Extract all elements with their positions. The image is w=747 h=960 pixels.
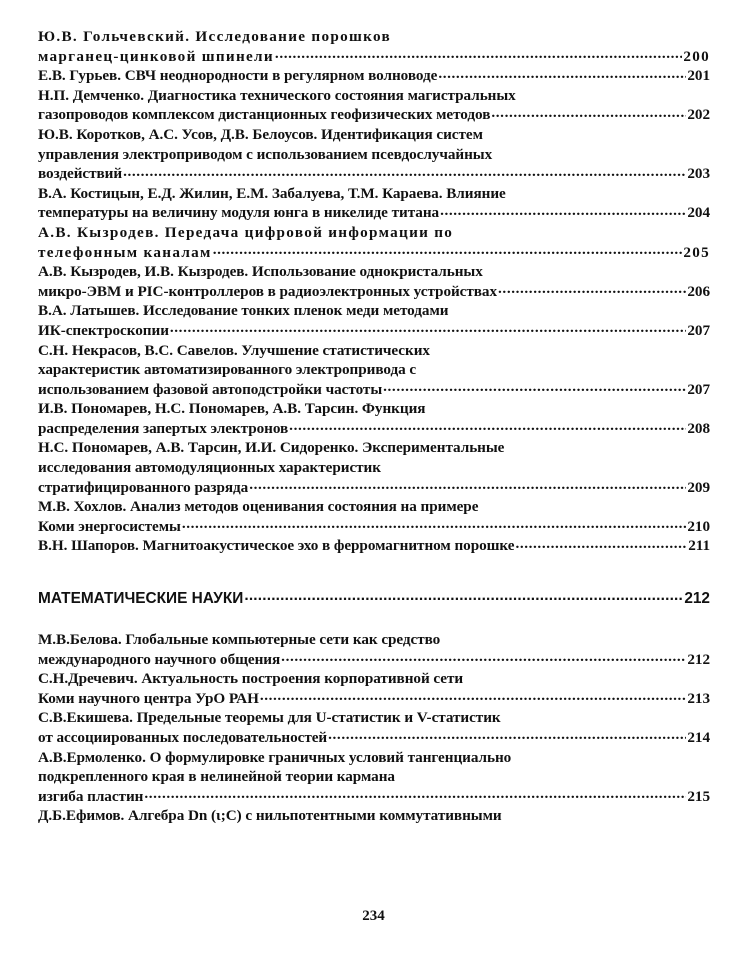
leader-dots [260,691,687,703]
leader-dots [491,107,686,119]
toc-entry-last-line [38,536,710,556]
leader-dots [383,382,686,394]
leader-dots [281,652,686,664]
toc-entry-line: В.А. Латышев. Исследование тонких пленок меди методами [38,302,449,320]
toc-entry-line: Ю.В. Гольчевский. Исследование порошков [38,28,391,45]
toc-entry-last-line [38,517,710,537]
toc-entry-page: 215 [687,787,710,805]
toc-entry-page: 206 [687,282,710,300]
toc-entry-last-line [38,321,710,341]
toc-entry [38,399,710,438]
toc-entry [38,86,710,125]
toc-entry [38,748,710,807]
toc-entry-line: С.Н. Некрасов, В.С. Савелов. Улучшение статистических [38,341,430,359]
toc-entry-page: 207 [687,321,710,339]
toc-entry [38,301,710,340]
toc-entry-page: 200 [683,47,710,65]
toc-entry [38,27,710,66]
toc-entry-line: И.В. Пономарев, Н.С. Пономарев, А.В. Тарсин. Функция [38,400,426,418]
toc-entry-line: А.В. Кызродев. Передача цифровой информации по [38,223,454,241]
toc-entry [38,806,710,826]
toc-entry-page: 208 [687,419,710,437]
section-heading [38,589,710,609]
toc-entry-last-line [38,243,710,263]
toc-entry [38,497,710,536]
toc-entry-last-line [38,380,710,400]
toc-entry-text: распределения запертых электронов [38,419,289,437]
toc-entry-line: М.В.Белова. Глобальные компьютерные сети как средство [38,631,441,649]
toc-entry-text: Коми научного центра УрО РАН [38,689,259,707]
toc-entry-text: В.Н. Шапоров. Магнитоакустическое эхо в ферромагнитном порошке [38,537,515,555]
toc-entry-line: В.А. Костицын, Е.Д. Жилин, Е.М. Забалуева, Т.М. Караева. Влияние [38,184,506,202]
toc-entry-page: 211 [688,537,710,555]
toc-entry-text: Е.В. Гурьев. СВЧ неоднородности в регулярном волноводе [38,67,438,85]
toc-entry-line: характеристик автоматизированного электропривода с [38,361,417,379]
toc-entry-page: 212 [687,650,710,668]
toc-entry [38,630,710,669]
toc-entry-page: 204 [687,204,710,222]
toc-entry-text: использованием фазовой автоподстройки частоты [38,380,383,398]
toc-entry-line: исследования автомодуляционных характеристик [38,459,381,477]
section-page: 212 [684,590,710,608]
toc-entry-text: воздействий [38,165,123,183]
leader-dots [244,591,683,603]
toc-entry-last-line [38,105,710,125]
toc-entry-line: Н.С. Пономарев, А.В. Тарсин, И.И. Сидоренко. Экспериментальные [38,439,505,457]
toc-entry-page: 210 [687,517,710,535]
toc-entry [38,262,710,301]
toc-entry-text: марганец-цинковой шпинели [38,47,274,65]
toc-entry-line: Н.П. Демченко. Диагностика технического состояния магистральных [38,86,516,104]
toc-entry-line: подкрепленного края в нелинейной теории кармана [38,768,395,786]
page-number: 234 [362,908,385,924]
toc-entry-text: международного научного общения [38,650,281,668]
toc-entry-page: 201 [687,67,710,85]
leader-dots [144,789,686,801]
toc-list-math [38,630,710,826]
toc-entry [38,708,710,747]
toc-entry-text: стратифицированного разряда [38,478,249,496]
toc-entry [38,66,710,86]
toc-entry [38,669,710,708]
toc-entry-text: Коми энергосистемы [38,517,181,535]
toc-entry-text: микро-ЭВМ и PIC-контроллеров в радиоэлектронных устройствах [38,282,498,300]
toc-entry-page: 207 [687,380,710,398]
toc-entry [38,536,710,556]
section-title: МАТЕМАТИЧЕСКИЕ НАУКИ [38,590,244,608]
toc-entry-text: газопроводов комплексом дистанционных геофизических методов [38,106,491,124]
toc-entry [38,438,710,497]
toc-entry-last-line [38,282,710,302]
toc-entry-text: изгиба пластин [38,787,144,805]
leader-dots [182,519,687,531]
leader-dots [123,166,686,178]
toc-entry-last-line [38,203,710,223]
toc-entry [38,125,710,184]
toc-entry-page: 205 [683,243,710,261]
toc-entry-last-line [38,689,710,709]
toc-entry-text: телефонным каналам [38,243,212,261]
toc-entry-text: от ассоциированных последовательностей [38,729,328,746]
toc-entry-page: 213 [687,689,710,707]
toc-entry-line: С.В.Екишева. Предельные теоремы для U-статистик и V-статистик [38,709,501,727]
leader-dots [170,323,686,335]
toc-entry-text: температуры на величину модуля юнга в никелиде титана [38,204,440,222]
toc-entry [38,184,710,223]
toc-entry [38,341,710,400]
toc-entry-line: А.В. Кызродев, И.В. Кызродев. Использование однокристальных [38,263,483,281]
toc-entry-last-line [38,419,710,439]
toc-entry-line: Ю.В. Коротков, А.С. Усов, Д.В. Белоусов. Идентификация систем [38,125,483,143]
toc-entry-page: 202 [687,106,710,124]
toc-entry-line: управления электроприводом с использованием псевдослучайных [38,145,493,163]
toc-entry-text: ИК-спектроскопии [38,321,169,339]
toc-entry-line: А.В.Ермоленко. О формулировке граничных условий тангенциально [38,748,512,766]
toc-entry-line: С.Н.Дречевич. Актуальность построения корпоративной сети [38,670,464,688]
toc-entry [38,223,710,262]
toc-entry-last-line [38,66,710,86]
leader-dots [328,730,686,742]
leader-dots [213,245,683,257]
toc-entry-last-line [38,650,710,670]
toc-list-physics [38,27,710,556]
toc-entry-page: 203 [687,165,710,183]
leader-dots [515,538,687,550]
leader-dots [289,421,686,433]
leader-dots [438,68,686,80]
leader-dots [275,49,682,61]
toc-entry-page: 214 [687,729,710,746]
leader-dots [249,480,686,492]
toc-entry-last-line [38,728,710,748]
leader-dots [498,284,686,296]
toc-page [38,27,710,826]
toc-entry-last-line [38,787,710,807]
toc-entry-line: Д.Б.Ефимов. Алгебра Dn (ι;C) с нильпотентными коммутативными [38,807,502,825]
toc-entry-page: 209 [687,478,710,496]
toc-entry-last-line [38,47,710,67]
toc-entry-last-line [38,164,710,184]
toc-entry-last-line [38,478,710,498]
leader-dots [440,205,686,217]
toc-entry-line: М.В. Хохлов. Анализ методов оценивания состояния на примере [38,498,479,516]
